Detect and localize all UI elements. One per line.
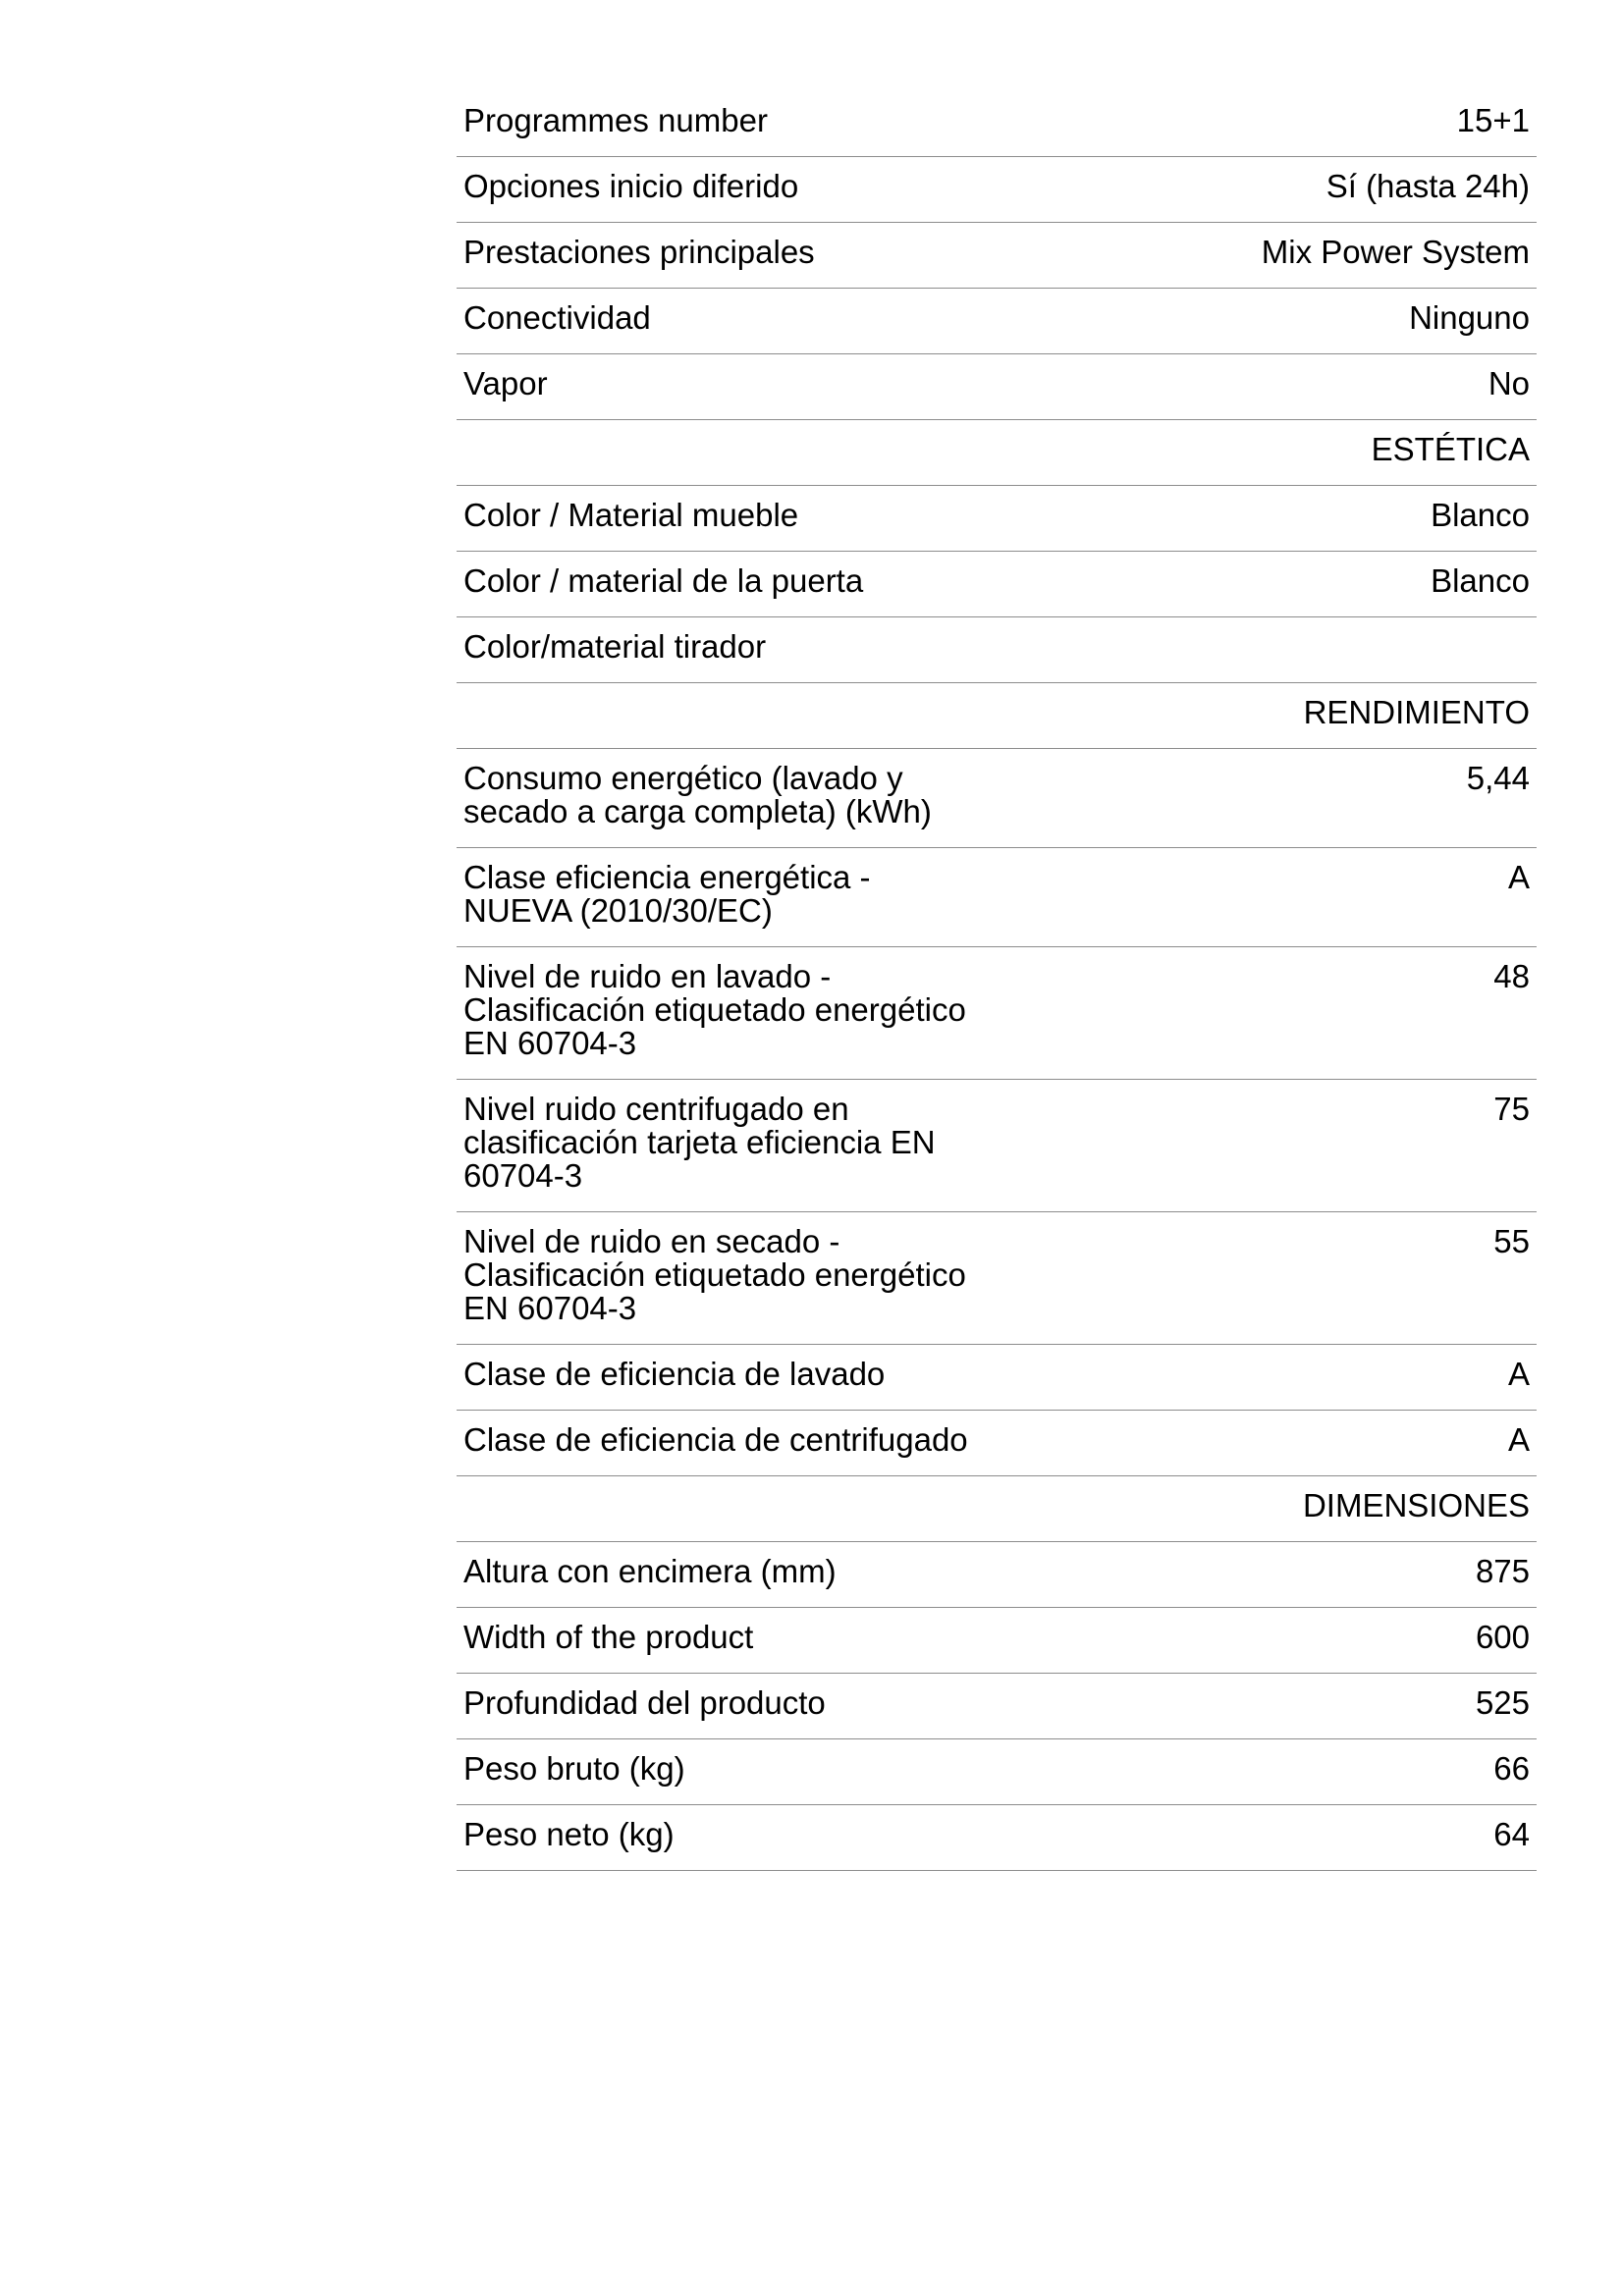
spec-value: 48: [1493, 958, 1530, 994]
spec-value: 64: [1493, 1816, 1530, 1852]
section-title: RENDIMIENTO: [1303, 694, 1530, 730]
spec-value: No: [1488, 365, 1530, 401]
spec-value: Mix Power System: [1261, 234, 1530, 270]
spec-value: Blanco: [1431, 497, 1530, 533]
spec-row: [457, 1411, 1537, 1476]
spec-label: Clase de eficiencia de centrifugado: [463, 1421, 968, 1458]
spec-label: Vapor: [463, 365, 548, 401]
spec-row: [457, 1674, 1537, 1739]
spec-row: [457, 1212, 1537, 1345]
spec-label: Color/material tirador: [463, 628, 767, 665]
spec-label: Width of the product: [463, 1619, 754, 1655]
spec-row: [457, 848, 1537, 947]
spec-value: 525: [1475, 1684, 1530, 1721]
section-title: DIMENSIONES: [1302, 1487, 1530, 1523]
section-header-row: [457, 683, 1537, 749]
spec-value: Blanco: [1431, 562, 1530, 599]
spec-value: 75: [1493, 1091, 1530, 1127]
spec-row: [457, 1608, 1537, 1674]
spec-label: Clase eficiencia energética - NUEVA (2010/30/EC): [463, 859, 871, 929]
spec-label: Peso neto (kg): [463, 1816, 675, 1852]
spec-row: [457, 91, 1537, 157]
spec-row: [457, 223, 1537, 289]
spec-row: [457, 1542, 1537, 1608]
spec-value: 55: [1493, 1223, 1530, 1259]
spec-label: Nivel de ruido en lavado - Clasificación etiquetado energético EN 60704-3: [463, 958, 966, 1061]
spec-label: Nivel ruido centrifugado en clasificación tarjeta eficiencia EN 60704-3: [463, 1091, 936, 1194]
section-title: ESTÉTICA: [1371, 431, 1530, 467]
spec-value: 600: [1475, 1619, 1530, 1655]
spec-value: 5,44: [1466, 760, 1530, 796]
spec-value: Ninguno: [1409, 299, 1530, 336]
spec-label: Color / material de la puerta: [463, 562, 864, 599]
spec-row: [457, 552, 1537, 617]
section-header-row: [457, 1476, 1537, 1542]
spec-label: Clase de eficiencia de lavado: [463, 1356, 886, 1392]
spec-row: [457, 157, 1537, 223]
spec-row: [457, 947, 1537, 1080]
spec-label: Nivel de ruido en secado - Clasificación etiquetado energético EN 60704-3: [463, 1223, 966, 1326]
spec-label: Consumo energético (lavado y secado a carga completa) (kWh): [463, 760, 932, 829]
spec-label: Altura con encimera (mm): [463, 1553, 837, 1589]
spec-row: [457, 749, 1537, 848]
spec-label: Programmes number: [463, 102, 768, 138]
spec-label: Prestaciones principales: [463, 234, 815, 270]
spec-value: 66: [1493, 1750, 1530, 1787]
spec-label: Profundidad del producto: [463, 1684, 826, 1721]
spec-row: [457, 617, 1537, 683]
spec-value: Sí (hasta 24h): [1325, 168, 1530, 204]
spec-value: A: [1507, 1421, 1530, 1458]
spec-value: 15+1: [1456, 102, 1530, 138]
spec-value: A: [1507, 859, 1530, 895]
spec-table: [457, 91, 1537, 1871]
spec-label: Color / Material mueble: [463, 497, 799, 533]
spec-row: [457, 1345, 1537, 1411]
spec-row: [457, 354, 1537, 420]
spec-row: [457, 1805, 1537, 1871]
spec-label: Opciones inicio diferido: [463, 168, 799, 204]
spec-value: A: [1507, 1356, 1530, 1392]
spec-label: Peso bruto (kg): [463, 1750, 685, 1787]
section-header-row: [457, 420, 1537, 486]
spec-row: [457, 1739, 1537, 1805]
spec-row: [457, 1080, 1537, 1212]
spec-row: [457, 289, 1537, 354]
spec-label: Conectividad: [463, 299, 651, 336]
spec-row: [457, 486, 1537, 552]
spec-value: 875: [1475, 1553, 1530, 1589]
